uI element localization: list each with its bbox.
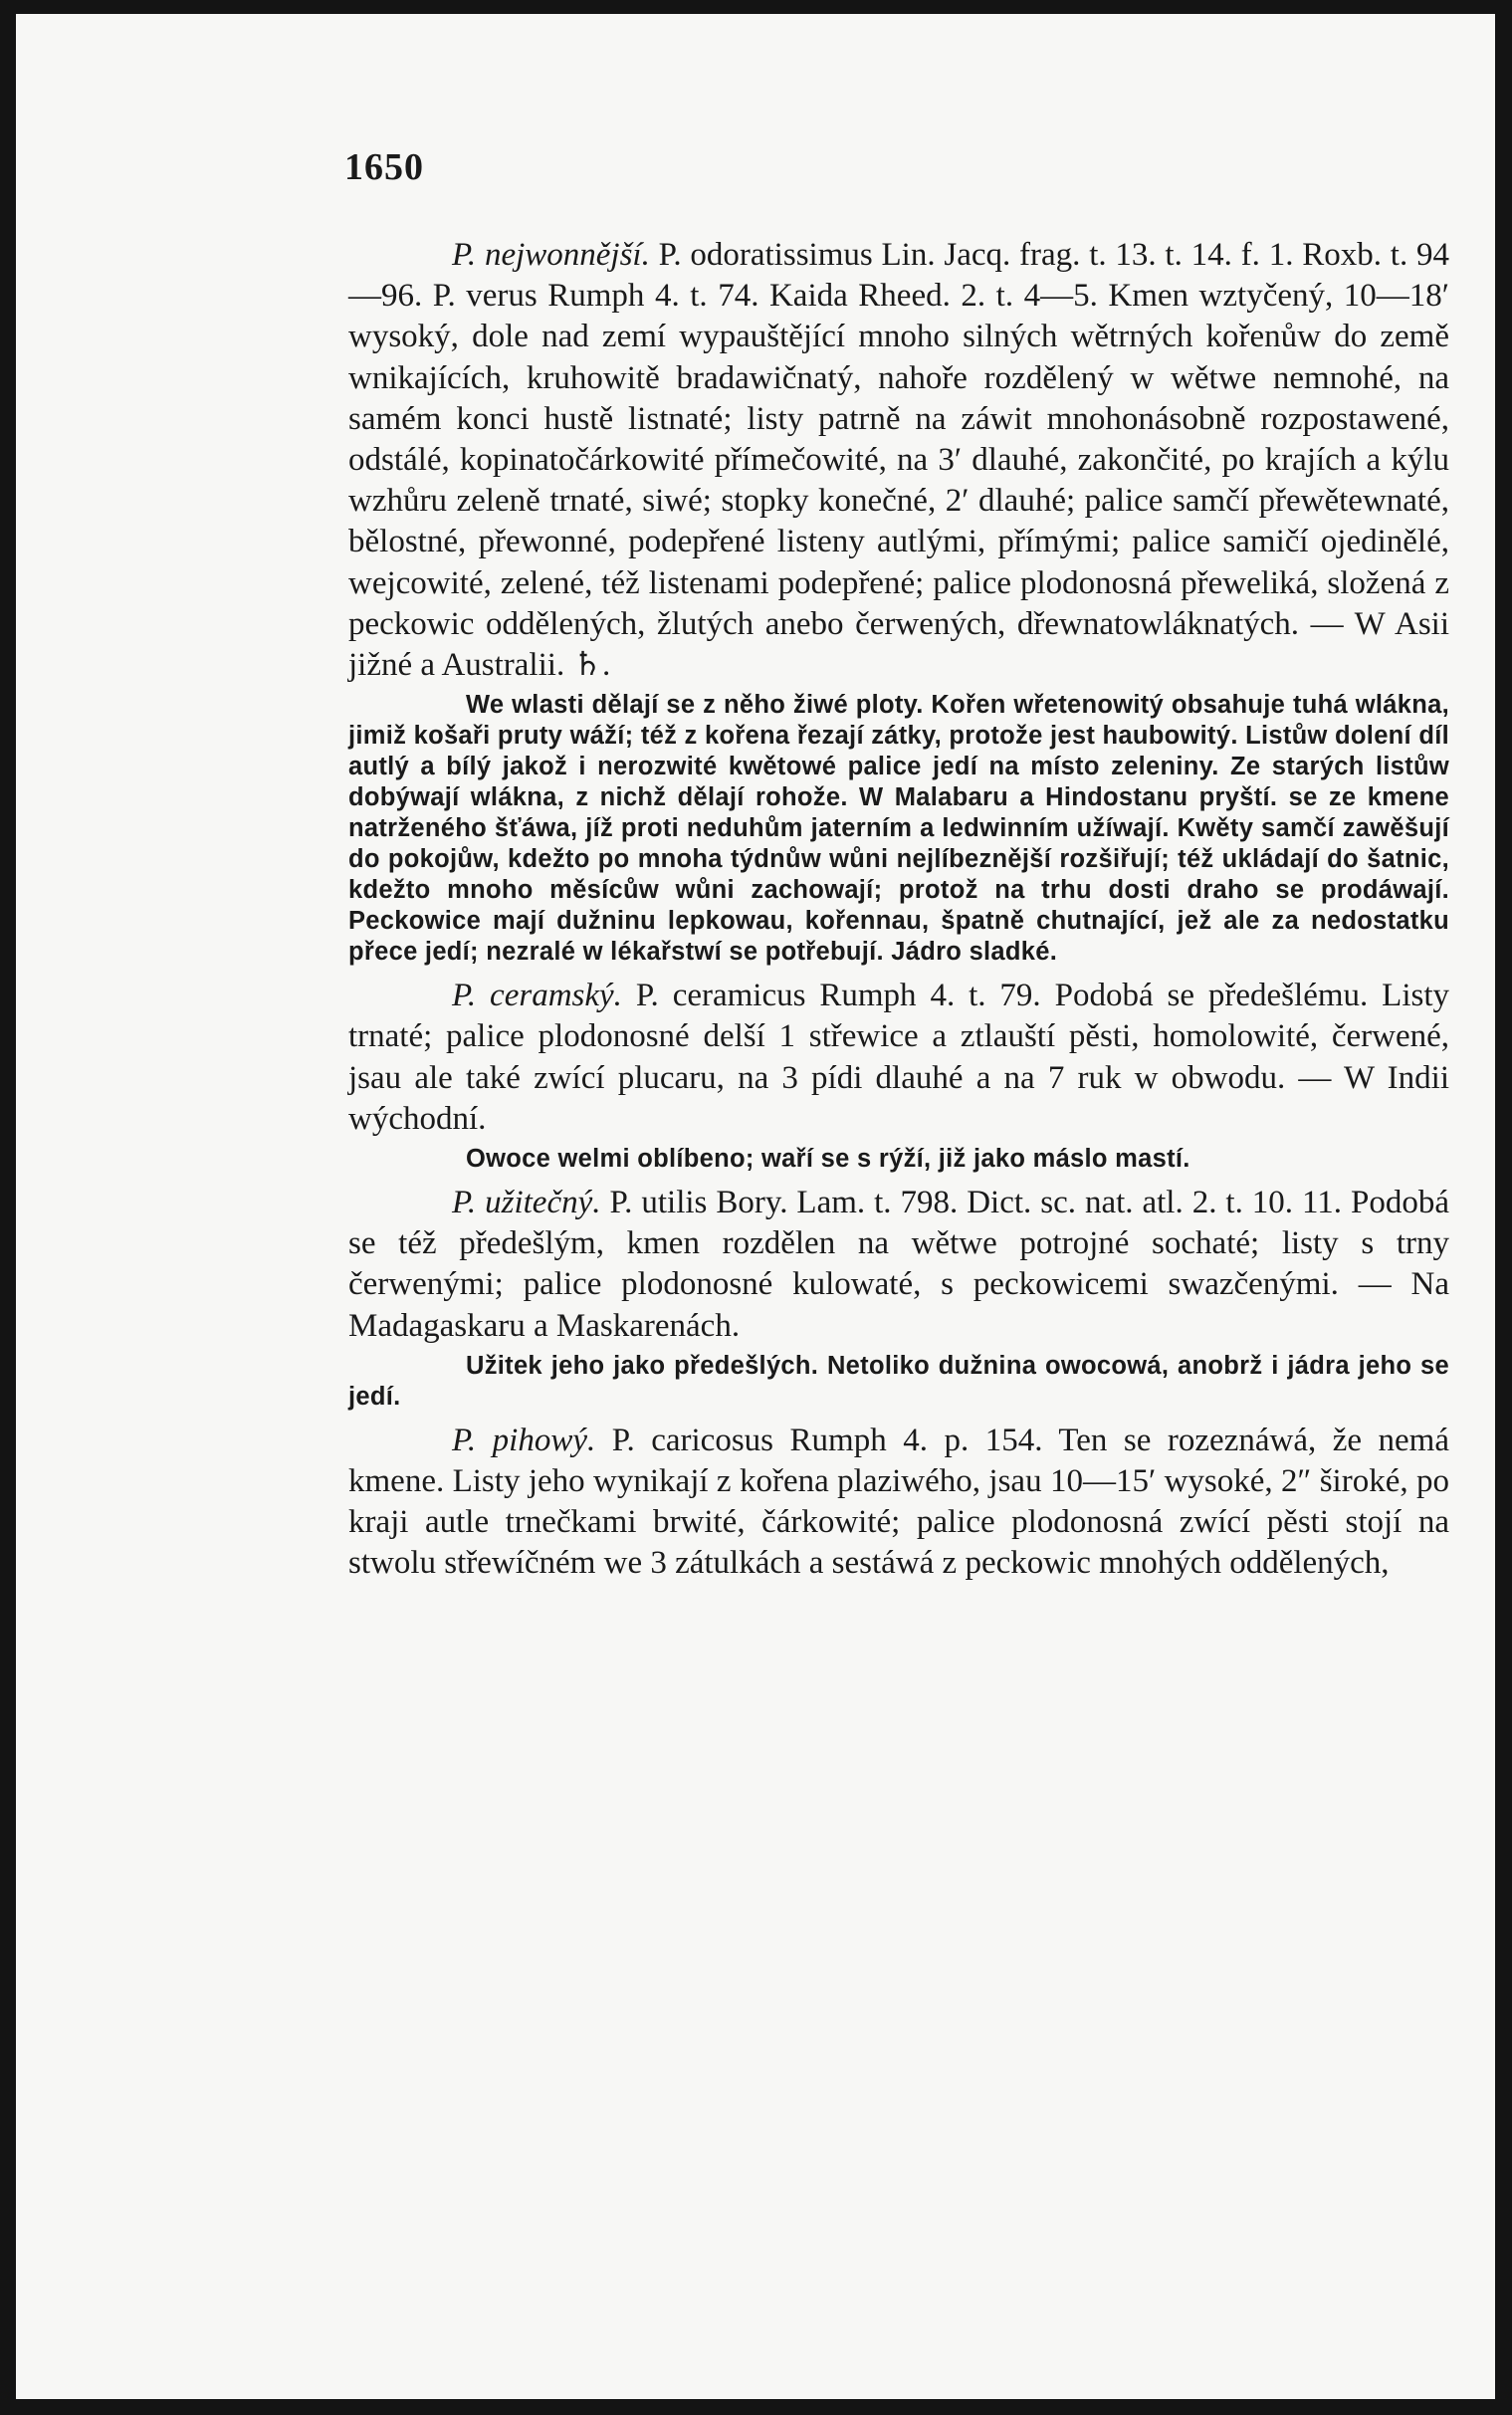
entry-note: Owoce welmi oblíbeno; waří se s rýží, již jako máslo mastí. <box>466 1145 1190 1174</box>
entry-note: Užitek jeho jako předešlých. Netoliko dužnina owocowá, anobrž i jádra jeho se jedí. <box>348 1351 1449 1411</box>
entry-ceramicus <box>348 976 1449 1175</box>
entry-text <box>348 976 1449 1140</box>
page-number: 1650 <box>344 146 424 188</box>
entry-odoratissimus <box>348 235 1449 968</box>
species-name: P. ceramský. <box>452 978 622 1014</box>
species-name: P. nejwonnější. <box>452 237 650 273</box>
species-name: P. užitečný. <box>452 1185 601 1221</box>
entry-description: P. utilis Bory. Lam. t. 798. Dict. sc. nat. atl. 2. t. 10. 11. Podobá se též předešlým, kmen rozdělen na wětwe potrojné sochaté; listy s trny čerwenými; palice plodonosné kulowaté, s peckowicemi swazčenými. — Na Madagaskaru a Maskarenách. <box>348 1185 1449 1344</box>
entry-text <box>348 1183 1449 1347</box>
entry-utilis <box>348 1183 1449 1413</box>
entry-text <box>348 235 1449 686</box>
entry-description: P. caricosus Rumph 4. p. 154. Ten se rozeznáwá, že nemá kmene. Listy jeho wynikají z kořena plaziwého, jsau 10—15′ wysoké, 2″ široké, po kraji autle trnečkami brwité, čárkowité; palice plodonosná zwící pěsti stojí na stwolu střewíčném we 3 zátulkách a sestáwá z peckowic mnohých oddělených, <box>348 1422 1449 1582</box>
entry-description: P. odoratissimus Lin. Jacq. frag. t. 13. t. 14. f. 1. Roxb. t. 94—96. P. verus Rumph 4. t. 74. Kaida Rheed. 2. t. 4—5. Kmen wztyčený, 10—18′ wysoký, dole nad zemí wypauštějící mnoho silných wětrných kořenůw do země wnikajících, kruhowitě bradawičnatý, nahoře rozdělený w wětwe nemnohé, na samém konci hustě listnaté; listy patrně na záwit mnohonásobně rozpostawené, odstálé, kopinatočárkowité přímečowité, na 3′ dlauhé, zakončité, po krajích a kýlu wzhůru zeleně trnaté, siwé; stopky konečné, 2′ dlauhé; palice samčí přewětewnaté, bělostné, přewonné, podepřené listeny autlými, přímými; palice samičí ojedinělé, wejcowité, zelené, též listenami podepřené; palice plodonosná přeweliká, složená z peckowic oddělených, žlutých anebo čerwených, dřewnatowláknatých. — W Asii jižné a Australii. ♄. <box>348 237 1449 684</box>
entry-note: We wlasti dělají se z něho žiwé ploty. Kořen wřetenowitý obsahuje tuhá wlákna, jimiž košaři pruty wáží; též z kořena řezají zátky, protože jest haubowitý. Listůw dolení díl autlý a bílý jakož i nerozwité kwětowé palice jedí na místo zeleniny. Ze starých listůw dobýwají wlákna, z nichž dělají rohože. W Malabaru a Hindostanu pryští. se ze kmene natrženého šťáwa, jíž proti neduhům jaterním a ledwinním užíwají. Kwěty samčí zawěšují do pokojůw, kdežto po mnoha týdnůw wůni nejlíbeznější rozšiřují; též ukládají do šatnic, kdežto mnoho měsícůw wůni zachowají; protož na trhu dosti draho se prodáwají. Peckowice mají dužninu lepkowau, kořennau, špatně chutnající, jež ale za nedostatku přece jedí; nezralé w lékařstwí se potřebují. Jádro sladké. <box>348 691 1449 967</box>
page-content <box>348 231 1449 1585</box>
entry-description: P. ceramicus Rumph 4. t. 79. Podobá se předešlému. Listy trnaté; palice plodonosné delší 1 střewice a ztlauští pěsti, homolowité, čerwené, jsau ale také zwící plucaru, na 3 pídi dlauhé a na 7 ruk w obwodu. — W Indii wýchodní. <box>348 978 1449 1137</box>
entry-text <box>348 1421 1449 1585</box>
entry-caricosus <box>348 1421 1449 1585</box>
book-page <box>16 14 1495 2399</box>
species-name: P. pihowý. <box>452 1422 596 1458</box>
